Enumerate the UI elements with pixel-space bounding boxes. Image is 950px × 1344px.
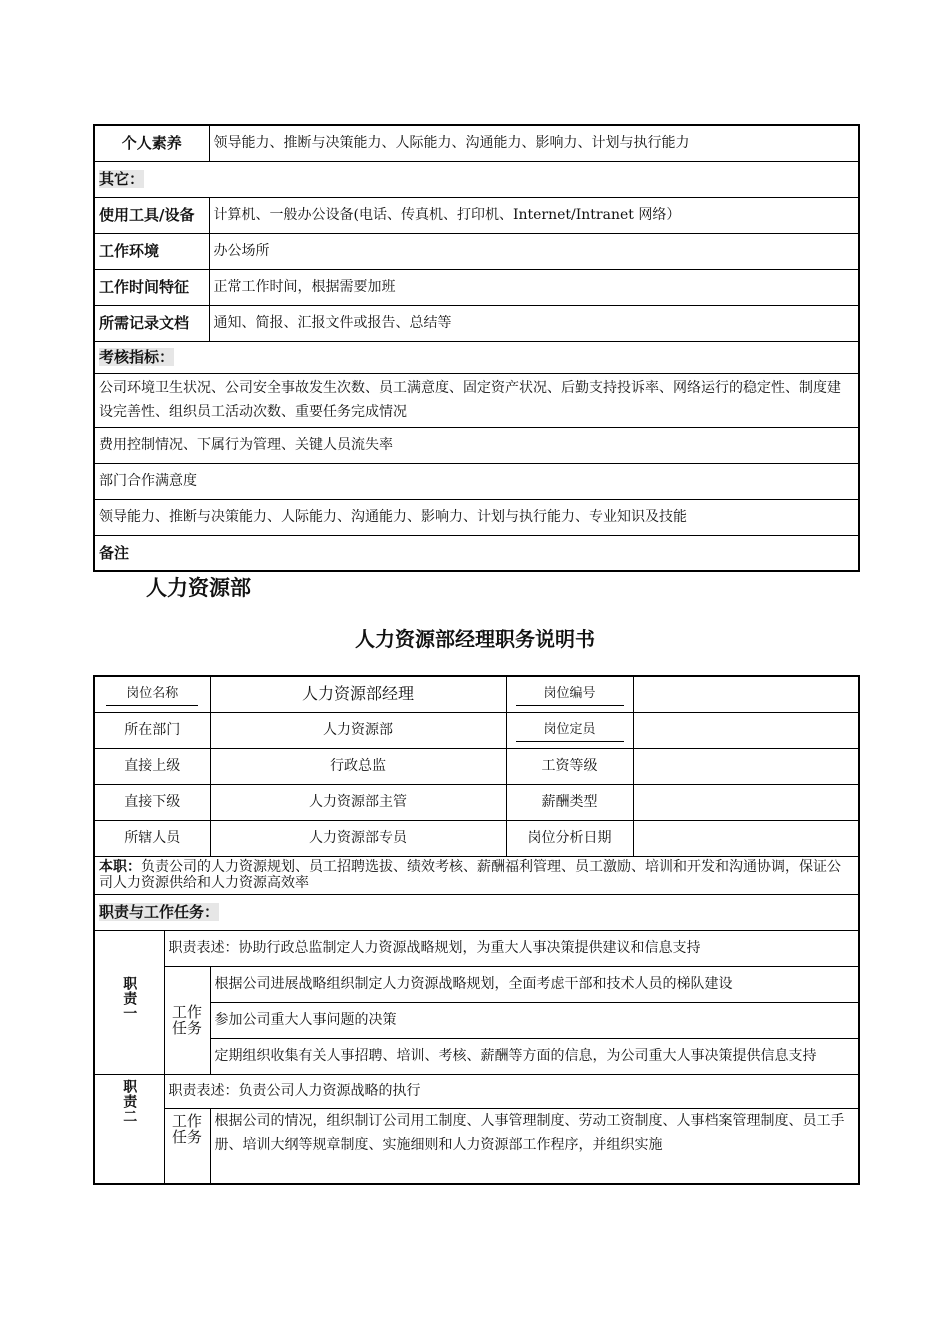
- salary-grade-label: 工资等级: [506, 748, 633, 784]
- section-title: 人力资源部: [146, 576, 251, 600]
- duty1-task: 定期组织收集有关人事招聘、培训、考核、薪酬等方面的信息，为公司重大人事决策提供信息支持: [210, 1038, 859, 1074]
- quota-label: 岗位定员: [506, 712, 633, 748]
- kpi-row: [94, 341, 859, 373]
- time-value: 正常工作时间，根据需要加班: [209, 269, 859, 305]
- duty1-task-label: 工作任务: [164, 966, 210, 1074]
- staff-label: 所辖人员: [94, 820, 210, 856]
- personal-quality-value: 领导能力、推断与决策能力、人际能力、沟通能力、影响力、计划与执行能力: [209, 125, 859, 161]
- duty2-task-label: 工作任务: [164, 1108, 210, 1184]
- job-description-table: [93, 675, 860, 1185]
- remark-label: 备注: [94, 535, 859, 571]
- duty-row: [94, 856, 859, 894]
- subordinate-label: 直接下级: [94, 784, 210, 820]
- pay-type-value: [633, 784, 859, 820]
- dept-value: 人力资源部: [210, 712, 506, 748]
- env-value: 办公场所: [209, 233, 859, 269]
- duty2-statement: 职责表述：负责公司人力资源战略的执行: [164, 1074, 859, 1108]
- analysis-date-value: [633, 820, 859, 856]
- dept-label: 所在部门: [94, 712, 210, 748]
- env-label: 工作环境: [94, 233, 209, 269]
- kpi-label: 考核指标：: [99, 347, 175, 366]
- tools-value: 计算机、一般办公设备(电话、传真机、打印机、Internet/Intranet 网络）: [209, 197, 859, 233]
- subordinate-value: 人力资源部主管: [210, 784, 506, 820]
- job-requirements-table: [93, 124, 860, 572]
- duty-text: 负责公司的人力资源规划、员工招聘选拔、绩效考核、薪酬福利管理、员工激励、培训和开发和沟通协调，保证公司人力资源供给和人力资源高效率: [99, 859, 841, 891]
- position-name-value: 人力资源部经理: [210, 676, 506, 712]
- quota-value: [633, 712, 859, 748]
- kpi-item: 公司环境卫生状况、公司安全事故发生次数、员工满意度、固定资产状况、后勤支持投诉率、网络运行的稳定性、制度建设完善性、组织员工活动次数、重要任务完成情况: [94, 373, 859, 427]
- duty1-label: 职责一: [121, 976, 138, 1021]
- tools-label: 使用工具/设备: [94, 197, 209, 233]
- superior-value: 行政总监: [210, 748, 506, 784]
- tasks-label: 职责与工作任务：: [99, 902, 220, 921]
- pay-type-label: 薪酬类型: [506, 784, 633, 820]
- duty1-statement: 职责表述：协助行政总监制定人力资源战略规划，为重大人事决策提供建议和信息支持: [164, 930, 859, 966]
- tasks-row: [94, 894, 859, 930]
- salary-grade-value: [633, 748, 859, 784]
- duty1-task: 参加公司重大人事问题的决策: [210, 1002, 859, 1038]
- docs-label: 所需记录文档: [94, 305, 209, 341]
- time-label: 工作时间特征: [94, 269, 209, 305]
- doc-title: 人力资源部经理职务说明书: [355, 627, 595, 651]
- duty2-task: 根据公司的情况，组织制订公司用工制度、人事管理制度、劳动工资制度、人事档案管理制度、员工手册、培训大纲等规章制度、实施细则和人力资源部工作程序，并组织实施: [210, 1108, 859, 1184]
- kpi-item: 领导能力、推断与决策能力、人际能力、沟通能力、影响力、计划与执行能力、专业知识及技能: [94, 499, 859, 535]
- duty1-task: 根据公司进展战略组织制定人力资源战略规划，全面考虑干部和技术人员的梯队建设: [210, 966, 859, 1002]
- duty1-cell: [94, 930, 164, 1074]
- docs-value: 通知、简报、汇报文件或报告、总结等: [209, 305, 859, 341]
- staff-value: 人力资源部专员: [210, 820, 506, 856]
- superior-label: 直接上级: [94, 748, 210, 784]
- other-row: [94, 161, 859, 197]
- duty2-label: 职责二: [121, 1078, 138, 1124]
- other-label: 其它：: [99, 169, 145, 188]
- position-no-value: [633, 676, 859, 712]
- analysis-date-label: 岗位分析日期: [506, 820, 633, 856]
- personal-quality-label: 个人素养: [94, 125, 209, 161]
- duty-label: 本职：: [99, 859, 141, 875]
- kpi-item: 部门合作满意度: [94, 463, 859, 499]
- kpi-item: 费用控制情况、下属行为管理、关键人员流失率: [94, 427, 859, 463]
- duty2-cell: [94, 1074, 164, 1184]
- position-name-label: 岗位名称: [94, 676, 210, 712]
- position-no-label: 岗位编号: [506, 676, 633, 712]
